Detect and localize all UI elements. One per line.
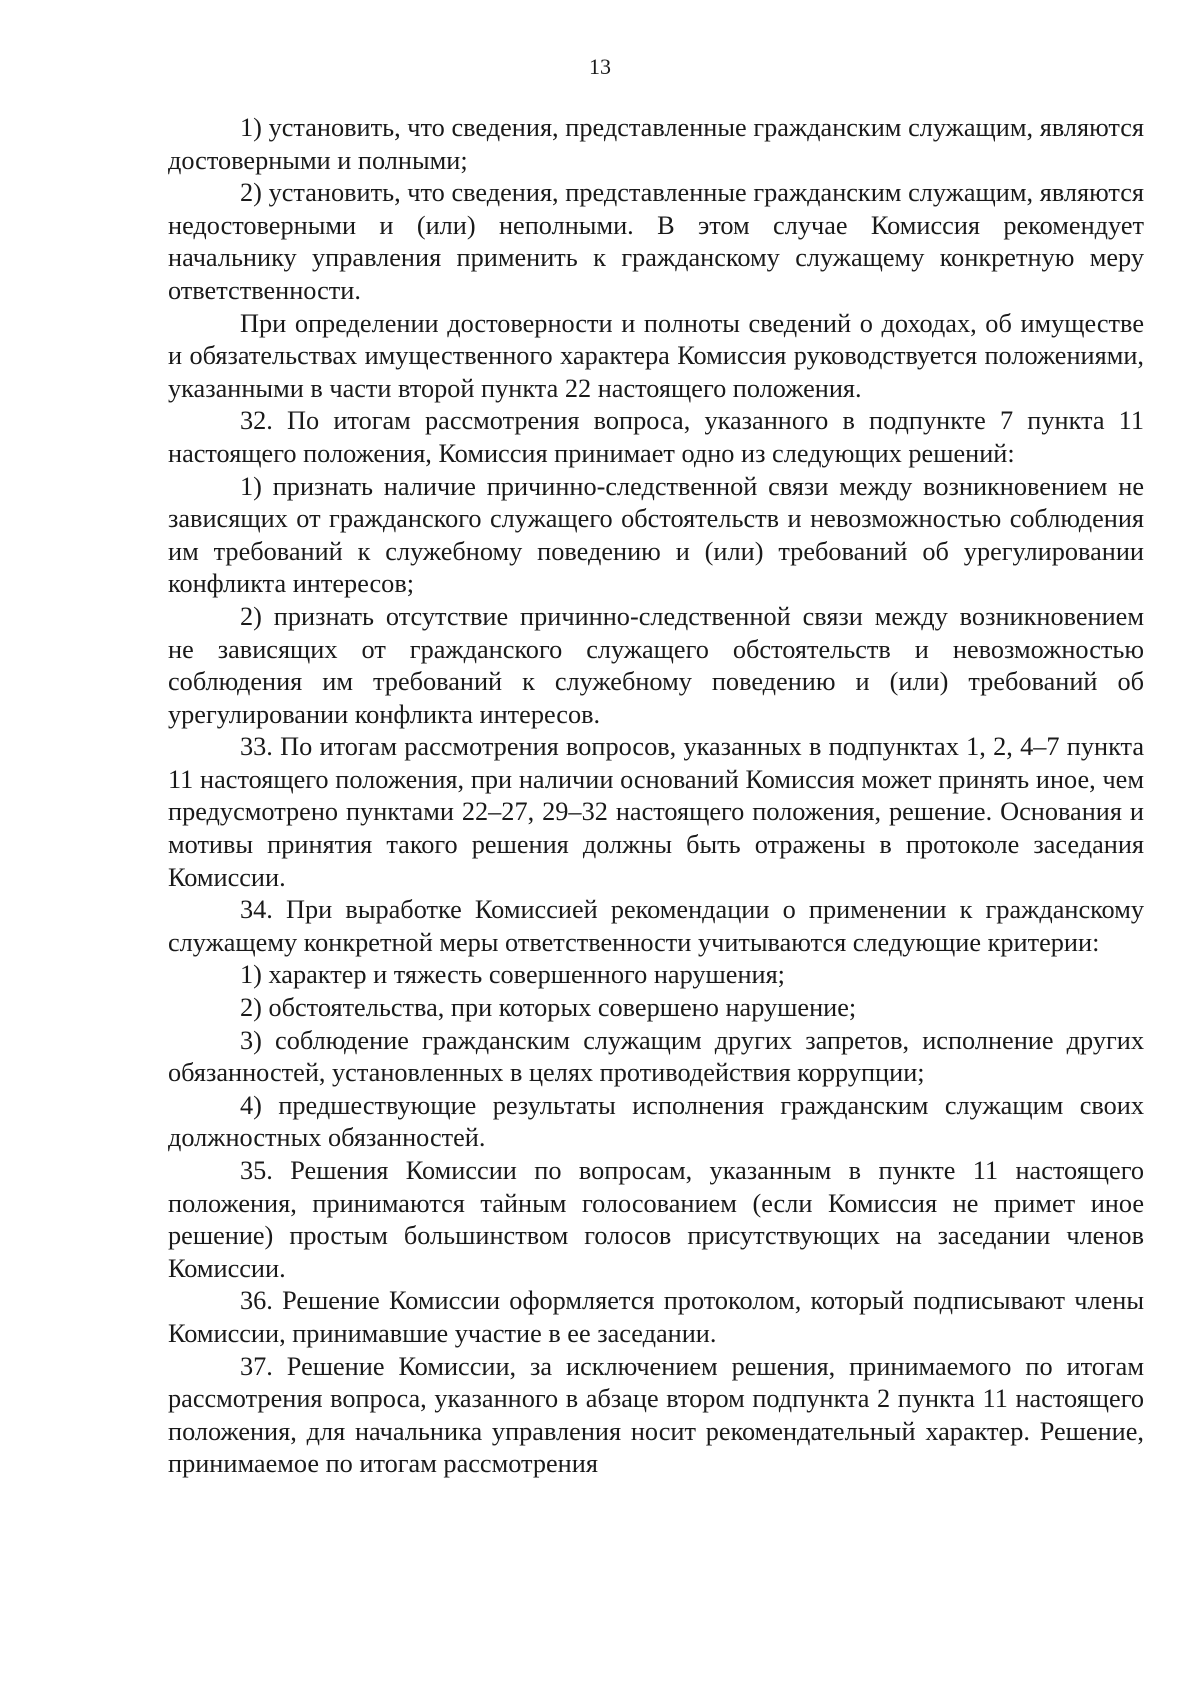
paragraph-15: 37. Решение Комиссии, за исключением решения, принимаемого по итогам рассмотрения вопроса, указанного в абзаце втором подпункта 2 пункта 11 настоящего положения, для начальника управления носит рекомендательный характер. Решение, принимаемое по итогам рассмотрения — [168, 1351, 1144, 1479]
paragraph-2: 2) установить, что сведения, представленные гражданским служащим, являются недостоверными и (или) неполными. В этом случае Комиссия рекомендует начальнику управления применить к гражданскому служащему конкретную меру ответственности. — [168, 178, 1144, 305]
paragraph-13: 35. Решения Комиссии по вопросам, указанным в пункте 11 настоящего положения, принимаются тайным голосованием (если Комиссия не примет иное решение) простым большинством голосов присутствующих на заседании членов Комиссии. — [168, 1156, 1144, 1283]
paragraph-14: 36. Решение Комиссии оформляется протоколом, который подписывают члены Комиссии, принимавшие участие в ее заседании. — [168, 1286, 1144, 1348]
paragraph-4: 32. По итогам рассмотрения вопроса, указанного в подпункте 7 пункта 11 настоящего положения, Комиссия принимает одно из следующих решений: — [168, 406, 1144, 468]
paragraph-10: 2) обстоятельства, при которых совершено нарушение; — [240, 993, 857, 1023]
paragraph-5: 1) признать наличие причинно-следственной связи между возникновением не зависящих от гражданского служащего обстоятельств и невозможностью соблюдения им требований к служебному поведению и (или) требований об урегулировании конфликта интересов; — [168, 471, 1144, 599]
paragraph-7: 33. По итогам рассмотрения вопросов, указанных в подпунктах 1, 2, 4–7 пункта 11 настоящего положения, при наличии оснований Комиссия может принять иное, чем предусмотрено пунктами 22–27, 29–32 настоящего положения, решение. Основания и мотивы принятия такого решения должны быть отражены в протоколе заседания Комиссии. — [168, 732, 1144, 892]
paragraph-3: При определении достоверности и полноты сведений о доходах, об имуществе и обязательствах имущественного характера Комиссия руководствуется положениями, указанными в части второй пункта 22 настоящего положения. — [168, 308, 1144, 403]
paragraph-1: 1) установить, что сведения, представленные гражданским служащим, являются достоверными и полными; — [168, 113, 1144, 175]
paragraph-8: 34. При выработке Комиссией рекомендации о применении к гражданскому служащему конкретной меры ответственности учитываются следующие критерии: — [168, 895, 1144, 957]
paragraph-6: 2) признать отсутствие причинно-следственной связи между возникновением не зависящих от гражданского служащего обстоятельств и невозможностью соблюдения им требований к служебному поведению и (или) требований об урегулировании конфликта интересов. — [168, 601, 1144, 729]
paragraph-11: 3) соблюдение гражданским служащим других запретов, исполнение других обязанностей, установленных в целях противодействия коррупции; — [168, 1025, 1144, 1088]
paragraph-12: 4) предшествующие результаты исполнения гражданским служащим своих должностных обязанностей. — [168, 1090, 1144, 1153]
paragraph-9: 1) характер и тяжесть совершенного нарушения; — [240, 960, 785, 990]
page-number: 13 — [589, 54, 611, 79]
document-body — [168, 112, 1144, 1481]
